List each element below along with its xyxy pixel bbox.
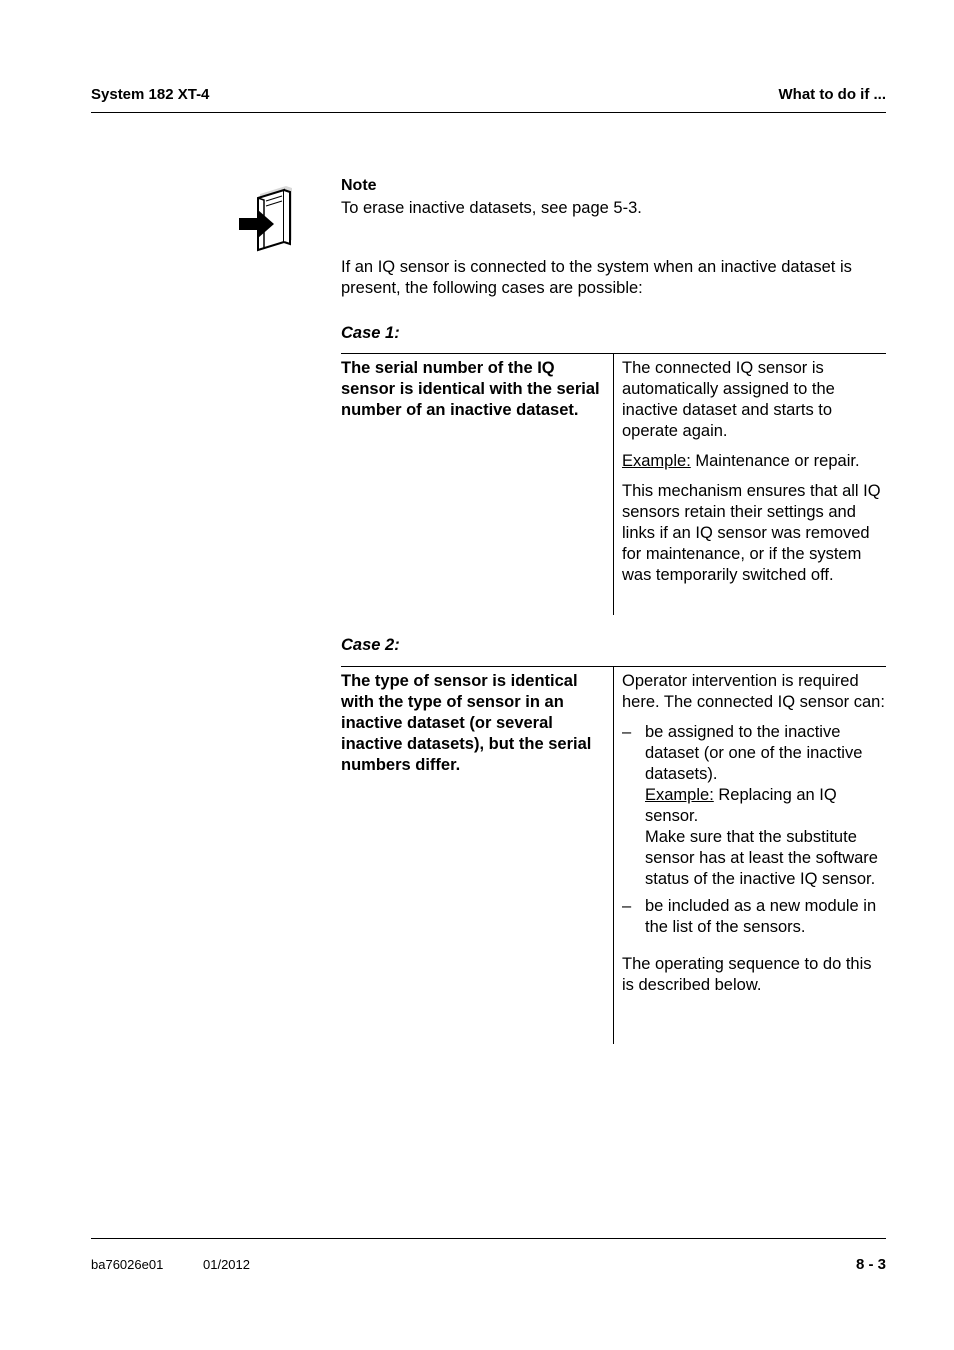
list-item bbox=[622, 722, 886, 890]
case1-desc-text: The connected IQ sensor is automatically assigned to the inactive dataset and starts to operate again. bbox=[622, 359, 835, 440]
case2-description bbox=[622, 671, 886, 1005]
running-header-section: What to do if ... bbox=[778, 86, 886, 103]
list-item bbox=[622, 896, 886, 938]
case1-condition: The serial number of the IQ sensor is identical with the serial number of an inactive dataset. bbox=[341, 359, 600, 419]
case1-example bbox=[622, 451, 886, 472]
note-text: To erase inactive datasets, see page 5-3. bbox=[341, 199, 642, 217]
example-label: Example: bbox=[645, 786, 714, 804]
example-label: Example: bbox=[622, 452, 691, 470]
column-divider bbox=[613, 354, 614, 615]
running-header-title: System 182 XT-4 bbox=[91, 86, 210, 103]
book-arrow-icon bbox=[236, 184, 298, 252]
bullet-dash: – bbox=[622, 723, 632, 741]
case1-description bbox=[622, 358, 886, 595]
case2-condition: The type of sensor is identical with the type of sensor in an inactive dataset (or several inactive datasets), but the serial numbers differ. bbox=[341, 672, 592, 774]
bullet-text: be assigned to the inactive dataset (or one of the inactive datasets). bbox=[645, 723, 863, 783]
bullet-dash: – bbox=[622, 897, 632, 915]
bullet-note: Make sure that the substitute sensor has at least the software status of the inactive IQ sensor. bbox=[645, 828, 878, 888]
case2-table bbox=[341, 666, 886, 1044]
example-text: Replacing an IQ sensor. bbox=[645, 786, 837, 825]
case2-options-list bbox=[622, 722, 886, 938]
case1-desc-mechanism: This mechanism ensures that all IQ sensors retain their settings and links if an IQ sensor was removed for maintenance, or if the system was temporarily switched off. bbox=[622, 482, 881, 584]
footer-doc-id: ba76026e01 bbox=[91, 1257, 164, 1272]
footer-rule bbox=[91, 1238, 886, 1239]
footer-date: 01/2012 bbox=[203, 1257, 250, 1272]
note-title: Note bbox=[341, 177, 377, 194]
example-text: Maintenance or repair. bbox=[690, 452, 860, 470]
case2-label: Case 2: bbox=[341, 636, 400, 654]
case2-desc-text: Operator intervention is required here. The connected IQ sensor can: bbox=[622, 672, 885, 711]
page-number: 8 - 3 bbox=[855, 1256, 886, 1273]
column-divider bbox=[613, 667, 614, 1044]
case1-label: Case 1: bbox=[341, 324, 400, 342]
header-rule bbox=[91, 112, 886, 113]
case1-table bbox=[341, 353, 886, 615]
bullet-text: be included as a new module in the list of the sensors. bbox=[645, 897, 877, 936]
intro-paragraph: If an IQ sensor is connected to the system when an inactive dataset is present, the following cases are possible: bbox=[341, 258, 852, 297]
case2-desc-sequence: The operating sequence to do this is described below. bbox=[622, 955, 872, 994]
